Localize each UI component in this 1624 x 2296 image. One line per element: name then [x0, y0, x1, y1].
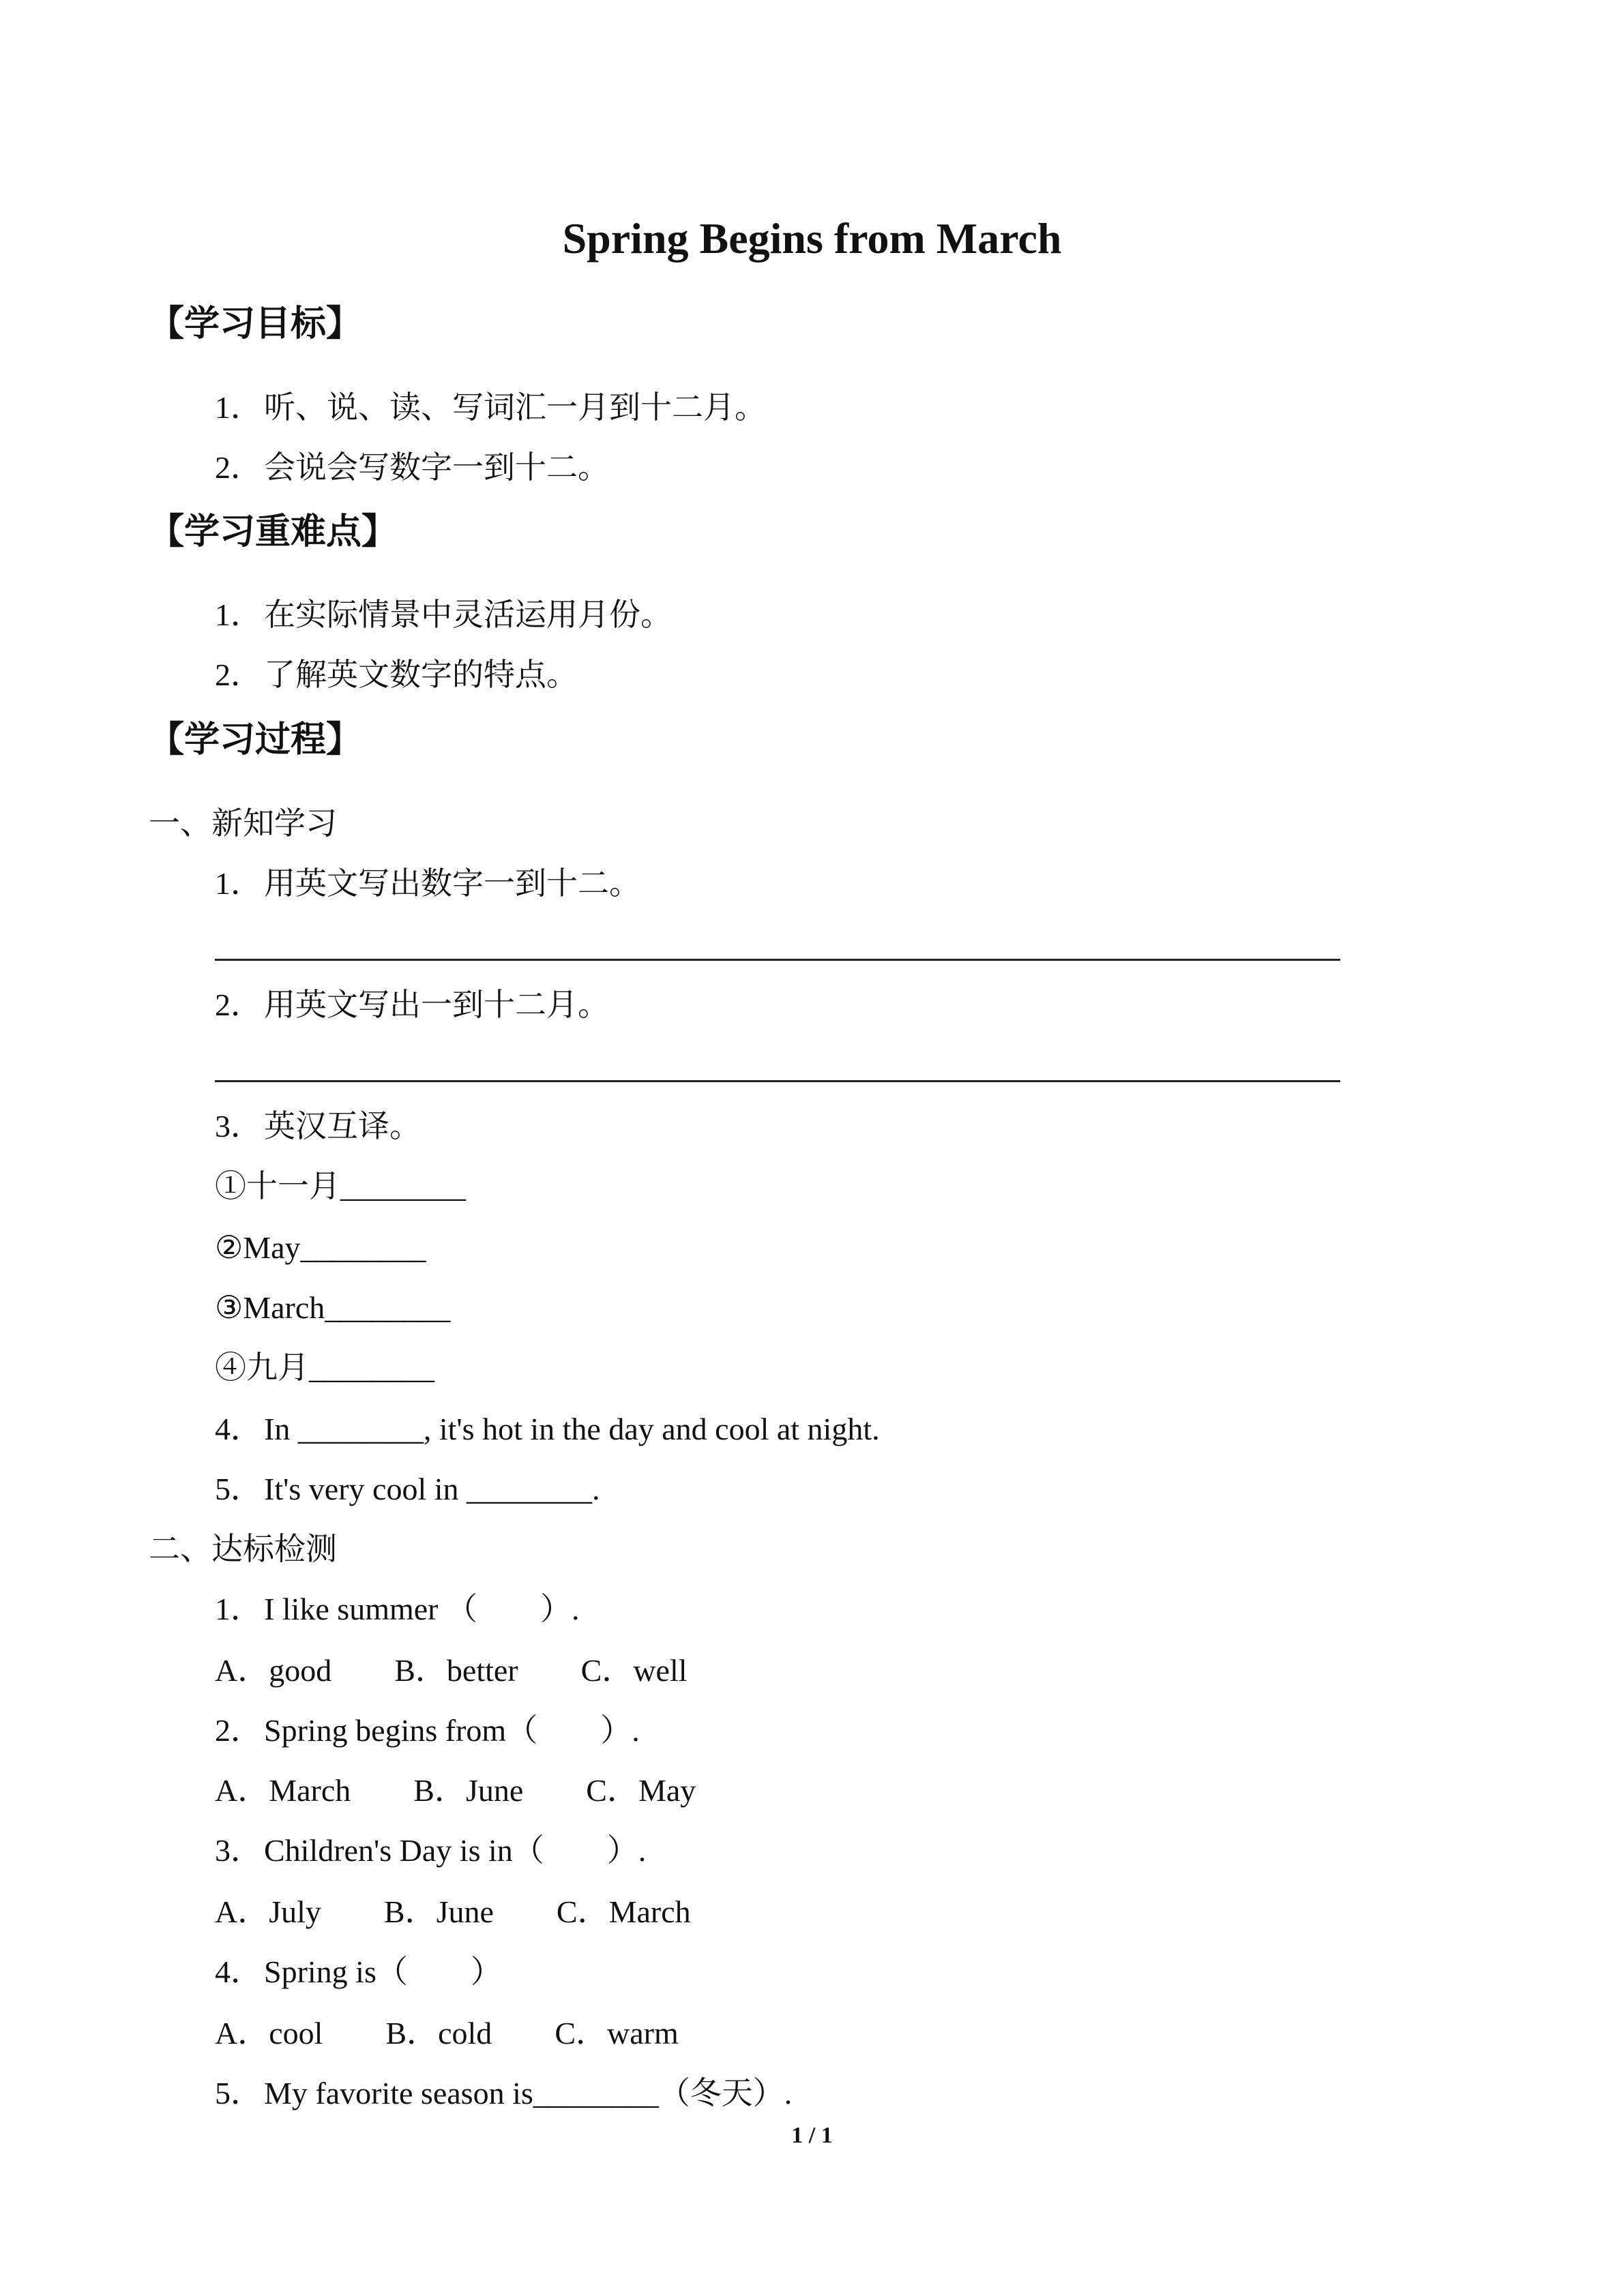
item-number: 1．	[215, 866, 262, 901]
item-number: 2．	[215, 450, 262, 485]
answer-line[interactable]	[215, 959, 1340, 961]
item-text: In ________, it's hot in the day and cool at night.	[264, 1412, 880, 1446]
option-b: B．June	[413, 1773, 524, 1808]
question-text: Spring is（ ）	[264, 1954, 502, 1989]
item-text: It's very cool in ________.	[264, 1472, 600, 1506]
option-b: B．June	[383, 1894, 494, 1929]
part1-title: 一、新知学习	[149, 806, 337, 841]
mc-question	[215, 1830, 646, 1871]
mc-question	[215, 1589, 580, 1630]
item-number: 3．	[215, 1109, 262, 1144]
item-text: 英汉互译。	[264, 1109, 421, 1144]
item-text: 了解英文数字的特点。	[264, 657, 578, 692]
item-text: 用英文写出一到十二月。	[264, 987, 609, 1022]
question-text: I like summer （ ）.	[264, 1592, 580, 1626]
option-a: A．cool	[215, 2016, 323, 2051]
option-a: A．good	[215, 1653, 332, 1688]
mc-options	[215, 1892, 691, 1933]
item-number: 4．	[215, 1412, 262, 1446]
objective-item	[215, 387, 766, 428]
mc-options	[215, 1770, 696, 1811]
translation-item: ①十一月________	[215, 1169, 466, 1204]
objectives-heading: 【学习目标】	[149, 303, 362, 344]
item-number: 2．	[215, 987, 262, 1022]
translation-item: ④九月________	[215, 1350, 434, 1385]
mc-question	[215, 1710, 640, 1751]
mc-options	[215, 2013, 679, 2054]
answer-line[interactable]	[215, 1080, 1340, 1082]
question-text: Children's Day is in（ ）.	[264, 1833, 647, 1868]
key-point-item	[215, 595, 672, 636]
question-text: Spring begins from（ ）.	[264, 1713, 640, 1748]
option-c: C．well	[580, 1653, 688, 1688]
item-number: 5．	[215, 2076, 262, 2111]
question-5	[215, 1469, 600, 1510]
mc-question	[215, 1952, 502, 1993]
item-number: 1．	[215, 597, 262, 632]
page-number: 1 / 1	[791, 2123, 833, 2148]
option-a: A．March	[215, 1773, 351, 1808]
process-heading: 【学习过程】	[149, 719, 362, 760]
part2-title: 二、达标检测	[149, 1532, 337, 1566]
page-title: Spring Begins from March	[562, 214, 1062, 263]
key-points-heading: 【学习重难点】	[149, 511, 398, 552]
question-text: My favorite season is________（冬天）.	[264, 2076, 793, 2111]
mc-options	[215, 1650, 688, 1691]
item-text: 在实际情景中灵活运用月份。	[264, 597, 672, 632]
question-3	[215, 1106, 421, 1147]
item-number: 4．	[215, 1954, 262, 1989]
option-a: A．July	[215, 1894, 321, 1929]
objective-item	[215, 447, 609, 488]
option-b: B．better	[394, 1653, 518, 1688]
item-number: 5．	[215, 1472, 262, 1506]
option-c: C．May	[586, 1773, 696, 1808]
key-point-item	[215, 655, 578, 696]
item-text: 会说会写数字一到十二。	[264, 450, 609, 485]
item-text: 听、说、读、写词汇一月到十二月。	[264, 390, 766, 425]
translation-item: ③March________	[215, 1290, 451, 1325]
question-1	[215, 863, 640, 904]
option-c: C．warm	[555, 2016, 679, 2051]
item-number: 2．	[215, 657, 262, 692]
question-2	[215, 985, 609, 1026]
option-c: C．March	[556, 1894, 691, 1929]
question-4	[215, 1409, 880, 1450]
item-number: 2．	[215, 1713, 262, 1748]
fill-question	[215, 2073, 792, 2114]
translation-item: ②May________	[215, 1230, 426, 1265]
option-b: B．cold	[385, 2016, 492, 2051]
item-text: 用英文写出数字一到十二。	[264, 866, 640, 901]
item-number: 1．	[215, 1592, 262, 1626]
item-number: 1．	[215, 390, 262, 425]
item-number: 3．	[215, 1833, 262, 1868]
